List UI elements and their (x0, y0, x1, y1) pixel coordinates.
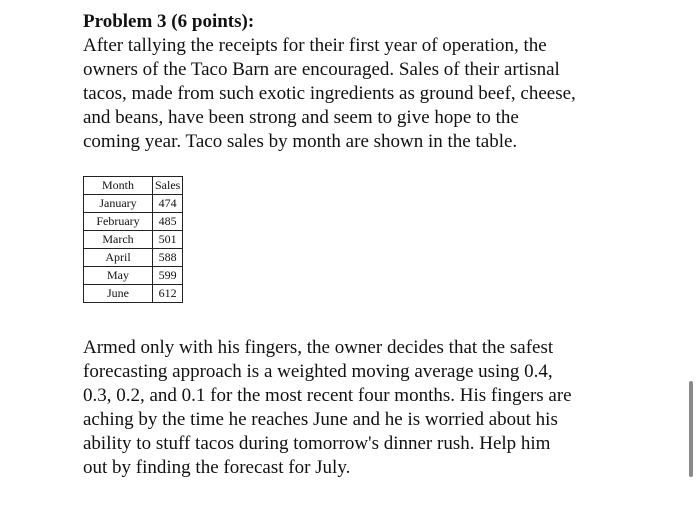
table-header-row (84, 177, 183, 195)
intro-line: tacos, made from such exotic ingredients as ground beef, cheese, (83, 83, 576, 104)
question-line: aching by the time he reaches June and he is worried about his (83, 409, 558, 430)
month-column-header: Month (84, 177, 153, 195)
vertical-scrollbar[interactable] (689, 381, 693, 477)
sales-cell: 588 (153, 249, 183, 267)
table-row (84, 249, 183, 267)
sales-cell: 501 (153, 231, 183, 249)
table-row (84, 195, 183, 213)
problem-title: Problem 3 (6 points): (83, 11, 255, 32)
sales-cell: 599 (153, 267, 183, 285)
month-cell: January (84, 195, 153, 213)
question-line: out by finding the forecast for July. (83, 457, 351, 478)
month-cell: May (84, 267, 153, 285)
table-row (84, 213, 183, 231)
intro-line: and beans, have been strong and seem to give hope to the (83, 107, 519, 128)
table-row (84, 231, 183, 249)
question-line: forecasting approach is a weighted moving average using 0.4, (83, 361, 553, 382)
intro-line: owners of the Taco Barn are encouraged. Sales of their artisnal (83, 59, 560, 80)
sales-column-header: Sales (153, 177, 183, 195)
sales-cell: 612 (153, 285, 183, 303)
intro-line: coming year. Taco sales by month are shown in the table. (83, 131, 518, 152)
table-row (84, 285, 183, 303)
intro-line: After tallying the receipts for their first year of operation, the (83, 35, 547, 56)
question-line: Armed only with his fingers, the owner decides that the safest (83, 337, 554, 358)
table-row (84, 267, 183, 285)
month-cell: June (84, 285, 153, 303)
question-line: ability to stuff tacos during tomorrow's dinner rush. Help him (83, 433, 551, 454)
month-cell: April (84, 249, 153, 267)
sales-cell: 485 (153, 213, 183, 231)
intro-paragraph (83, 34, 576, 154)
sales-cell: 474 (153, 195, 183, 213)
sales-table (83, 176, 183, 303)
month-cell: February (84, 213, 153, 231)
question-paragraph (83, 336, 572, 480)
month-cell: March (84, 231, 153, 249)
question-line: 0.3, 0.2, and 0.1 for the most recent four months. His fingers are (83, 385, 572, 406)
